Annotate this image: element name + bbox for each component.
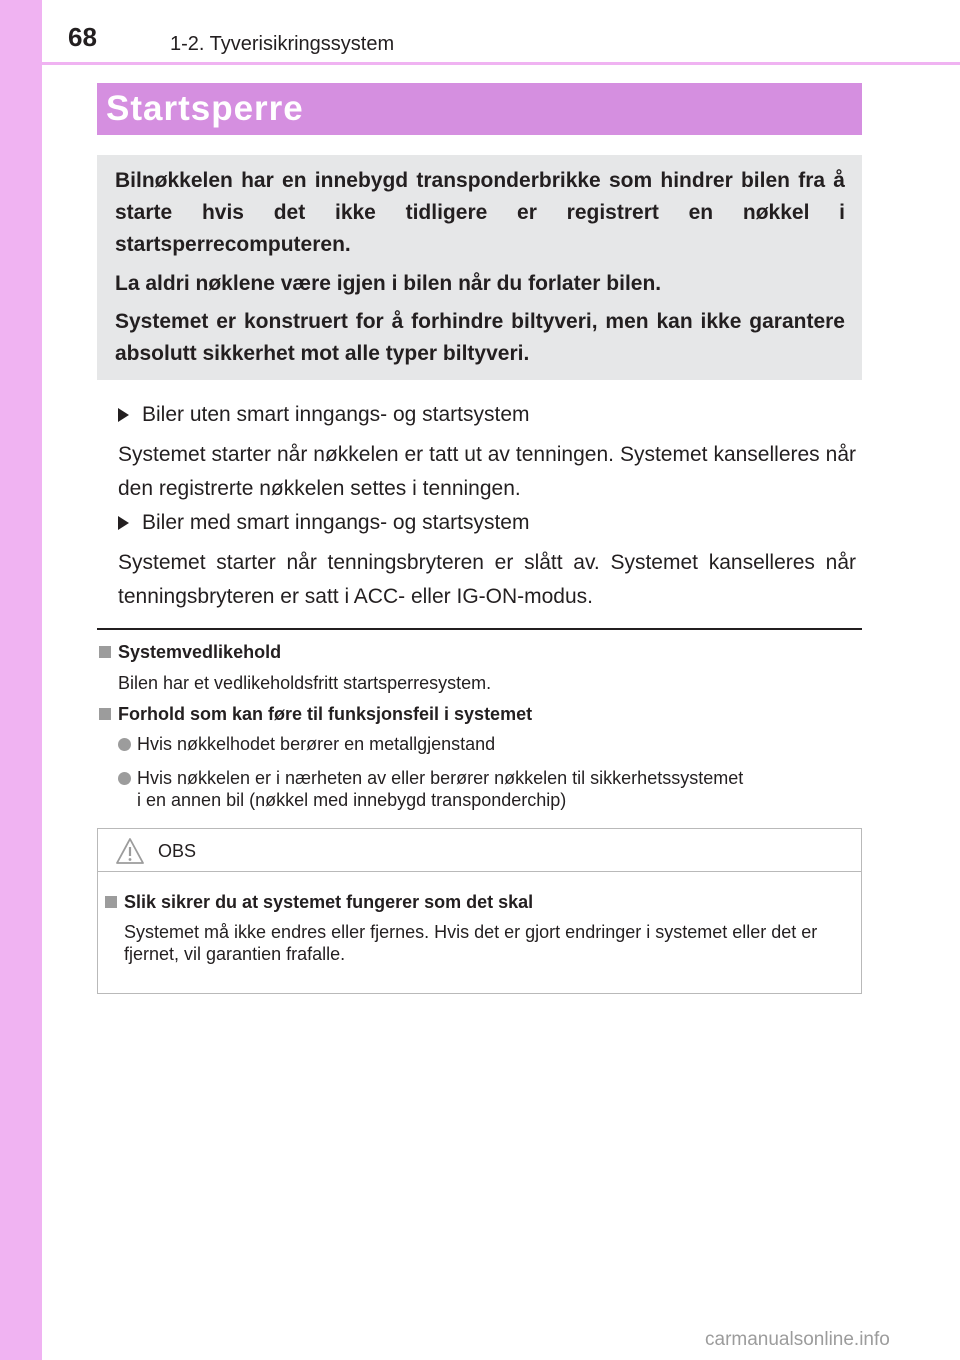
intro-paragraph: Systemet er konstruert for å forhindre biltyveri, men kan ikke garantere absolutt sikkerhet mot alle typer biltyveri.: [115, 310, 845, 365]
square-bullet-icon: [105, 896, 117, 908]
obs-heading: [105, 891, 533, 913]
content-divider: [97, 628, 862, 630]
page-number: 68: [68, 22, 97, 52]
triangle-right-icon: [118, 408, 129, 422]
list-item: [118, 767, 863, 811]
obs-text: Systemet må ikke endres eller fjernes. Hvis det er gjort endringer i systemet eller det er fjernet, vil garantien frafalle.: [124, 922, 818, 964]
obs-box: [97, 828, 862, 994]
header-divider: [42, 62, 960, 65]
obs-label: OBS: [158, 841, 197, 861]
list-item: [118, 733, 863, 755]
section-text: Systemet starter når tenningsbryteren er slått av. Systemet kanselleres når tenningsbryteren er satt i ACC- eller IG-ON-modus.: [118, 551, 856, 608]
note-heading-label: Systemvedlikehold: [118, 642, 282, 662]
side-color-strip: [0, 0, 42, 1360]
note-text: Bilen har et vedlikeholdsfritt startsperresystem.: [118, 673, 492, 693]
list-item-text: Hvis nøkkelhodet berører en metallgjenstand: [137, 734, 496, 754]
watermark: carmanualsonline.info: [705, 1329, 890, 1350]
section-heading: [118, 509, 529, 537]
note-heading-label: Forhold som kan føre til funksjonsfeil i systemet: [118, 704, 533, 724]
intro-paragraph: La aldri nøklene være igjen i bilen når du forlater bilen.: [115, 272, 662, 295]
intro-paragraph: Bilnøkkelen har en innebygd transponderbrikke som hindrer bilen fra å starte hvis det ikke tidligere er registrert en nøkkel i startsperrecomputeren.: [115, 169, 845, 256]
square-bullet-icon: [99, 646, 111, 658]
page-title: Startsperre: [106, 89, 304, 128]
section-heading: [118, 401, 530, 429]
intro-box: [97, 155, 862, 380]
circle-bullet-icon: [118, 772, 131, 785]
triangle-right-icon: [118, 516, 129, 530]
list-item-text: i en annen bil (nøkkel med innebygd transponderchip): [137, 790, 567, 810]
section-heading-label: Biler uten smart inngangs- og startsystem: [142, 403, 530, 426]
note-heading: [99, 703, 532, 725]
warning-triangle-icon: [115, 837, 145, 865]
obs-header: [98, 829, 861, 872]
section-heading-label: Biler med smart inngangs- og startsystem: [142, 511, 530, 534]
circle-bullet-icon: [118, 738, 131, 751]
note-heading: [99, 641, 281, 663]
list-item-text: Hvis nøkkelen er i nærheten av eller berører nøkkelen til sikkerhetssystemet: [137, 768, 744, 788]
square-bullet-icon: [99, 708, 111, 720]
obs-heading-label: Slik sikrer du at systemet fungerer som det skal: [124, 892, 534, 912]
section-text: Systemet starter når nøkkelen er tatt ut av tenningen. Systemet kanselleres når den registrerte nøkkelen settes i tenningen.: [118, 443, 856, 500]
section-breadcrumb: 1-2. Tyverisikringssystem: [170, 33, 395, 55]
title-banner: [97, 83, 862, 135]
